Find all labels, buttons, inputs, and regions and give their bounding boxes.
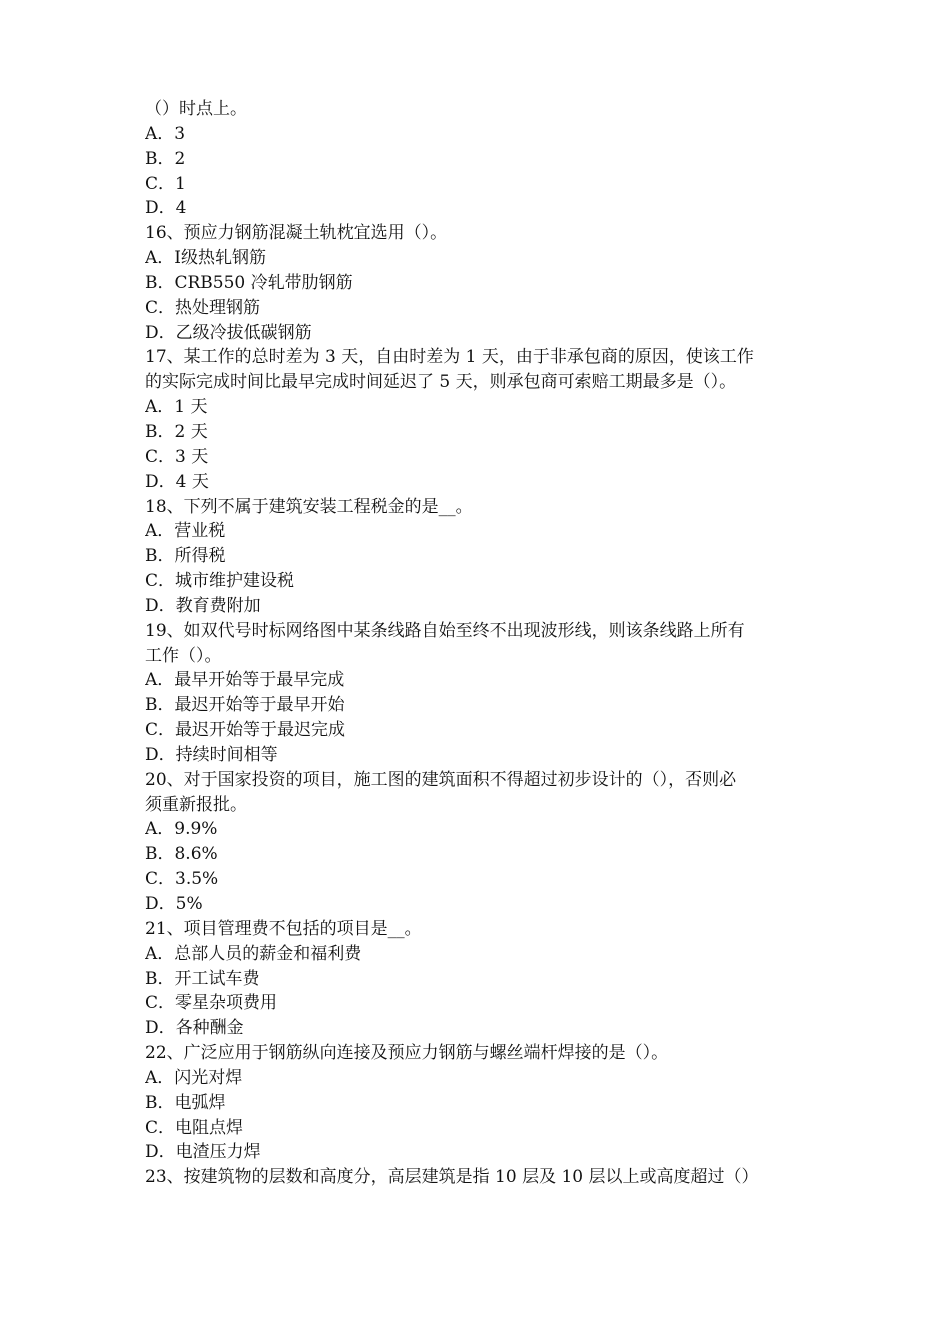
option-line: D．乙级冷拔低碳钢筋 bbox=[145, 322, 312, 343]
option-line: A．3 bbox=[145, 123, 186, 144]
option-line: D．5% bbox=[145, 894, 203, 914]
option-line: C．3 天 bbox=[145, 446, 209, 467]
question-line: 工作（）。 bbox=[145, 645, 222, 666]
option-line: C．最迟开始等于最迟完成 bbox=[145, 720, 346, 741]
option-line: A．Ⅰ级热轧钢筋 bbox=[145, 248, 266, 269]
question-line: 23、按建筑物的层数和高度分，高层建筑是指 10 层及 10 层以上或高度超过（） bbox=[145, 1167, 759, 1188]
option-line: B．所得税 bbox=[145, 546, 226, 567]
option-line: D．4 天 bbox=[145, 471, 209, 492]
option-line: B．电弧焊 bbox=[145, 1092, 226, 1113]
option-line: A．9.9% bbox=[145, 819, 218, 840]
option-line: A．闪光对焊 bbox=[145, 1067, 243, 1088]
option-line: B．最迟开始等于最早开始 bbox=[145, 695, 345, 716]
option-line: A．总部人员的薪金和福利费 bbox=[145, 943, 362, 964]
option-line: C．热处理钢筋 bbox=[145, 297, 261, 318]
question-line: 22、广泛应用于钢筋纵向连接及预应力钢筋与螺丝端杆焊接的是（）。 bbox=[145, 1043, 669, 1064]
option-line: C．电阻点焊 bbox=[145, 1117, 244, 1138]
question-line: 19、如双代号时标网络图中某条线路自始至终不出现波形线，则该条线路上所有 bbox=[145, 620, 745, 641]
option-line: B．2 bbox=[145, 148, 186, 169]
text-line: （）时点上。 bbox=[145, 99, 247, 119]
option-line: A．最早开始等于最早完成 bbox=[145, 670, 345, 691]
option-line: A．1 天 bbox=[145, 397, 208, 418]
option-line: B．8.6% bbox=[145, 844, 218, 865]
question-line: 17、某工作的总时差为 3 天，自由时差为 1 天，由于非承包商的原因，使该工作 bbox=[145, 347, 754, 368]
option-line: B．CRB550 冷轧带肋钢筋 bbox=[145, 272, 353, 293]
option-line: D．各种酬金 bbox=[145, 1018, 244, 1039]
option-line: D．4 bbox=[145, 198, 187, 219]
option-line: C．城市维护建设税 bbox=[145, 571, 295, 592]
option-line: D．教育费附加 bbox=[145, 595, 261, 616]
question-line: 的实际完成时间比最早完成时间延迟了 5 天，则承包商可索赔工期最多是（）。 bbox=[145, 372, 737, 393]
option-line: C．1 bbox=[145, 173, 186, 194]
question-line: 21、项目管理费不包括的项目是__。 bbox=[145, 918, 422, 939]
option-line: A．营业税 bbox=[145, 521, 226, 542]
question-line: 须重新报批。 bbox=[145, 794, 247, 815]
option-line: C．零星杂项费用 bbox=[145, 993, 278, 1014]
option-line: B．2 天 bbox=[145, 421, 208, 442]
option-line: B．开工试车费 bbox=[145, 968, 260, 989]
question-line: 18、下列不属于建筑安装工程税金的是__。 bbox=[145, 496, 473, 517]
option-line: D．电渣压力焊 bbox=[145, 1142, 261, 1163]
question-line: 20、对于国家投资的项目，施工图的建筑面积不得超过初步设计的（），否则必 bbox=[145, 769, 737, 790]
document-body bbox=[145, 97, 815, 1190]
option-line: C．3.5% bbox=[145, 869, 219, 890]
question-line: 16、预应力钢筋混凝土轨枕宜选用（）。 bbox=[145, 223, 448, 244]
option-line: D．持续时间相等 bbox=[145, 744, 278, 765]
